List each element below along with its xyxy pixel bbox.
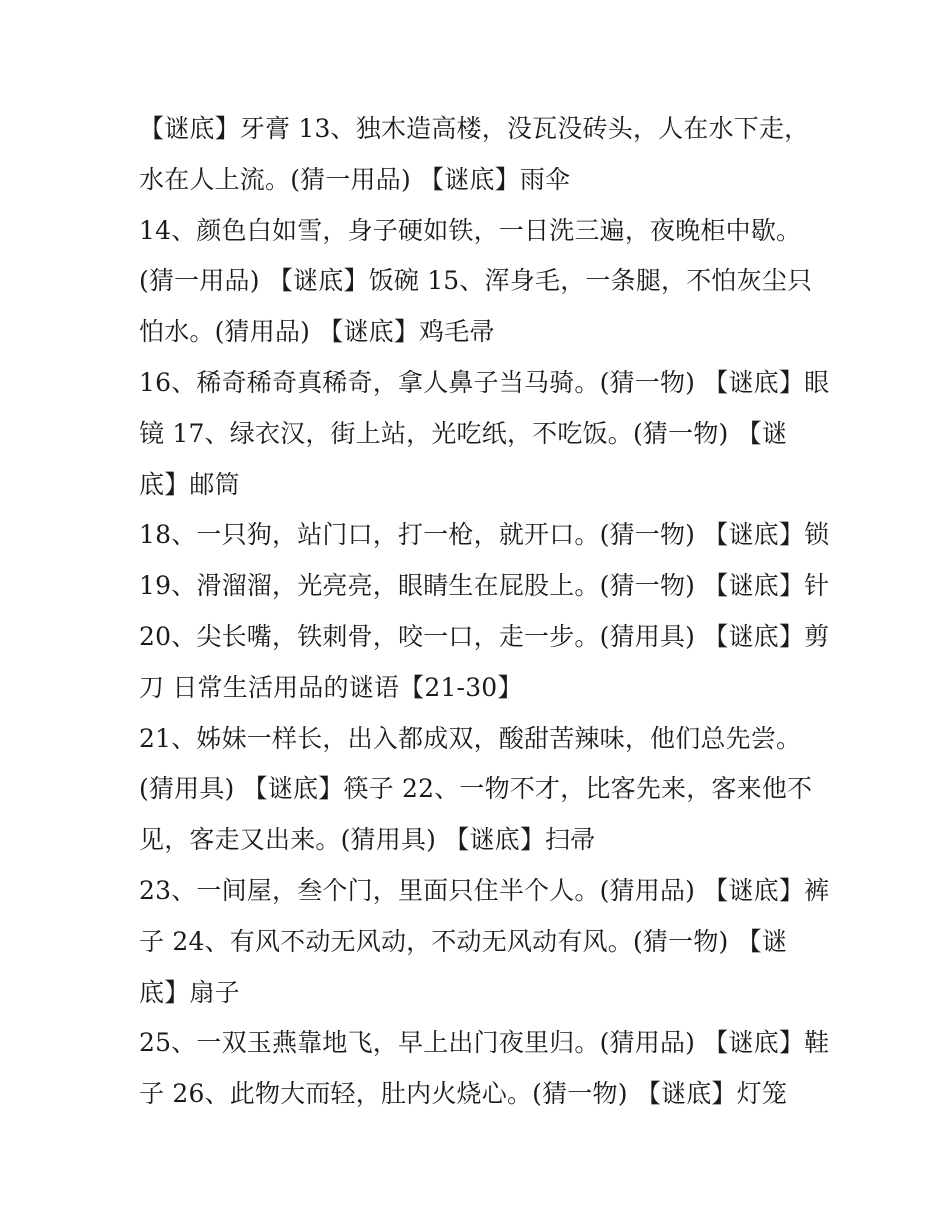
text-line: 见，客走又出来。(猜用具) 【谜底】扫帚 [139,825,596,855]
text-line: 25、一双玉燕靠地飞，早上出门夜里归。(猜用品) 【谜底】鞋 [139,1028,830,1058]
text-line: 23、一间屋，叁个门，里面只住半个人。(猜用品) 【谜底】裤 [139,875,830,905]
text-line: 14、颜色白如雪，身子硬如铁，一日洗三遍，夜晚柜中歇。 [139,215,802,245]
text-line: (猜用具) 【谜底】筷子 22、一物不才，比客先来，客来他不 [139,774,813,804]
section-heading-line: 刀 日常生活用品的谜语【21-30】 [139,672,523,702]
text-line: 子 24、有风不动无风动，不动无风动有风。(猜一物) 【谜 [139,926,788,956]
text-line: 镜 17、绿衣汉，街上站，光吃纸，不吃饭。(猜一物) 【谜 [139,418,788,448]
text-line: 20、尖长嘴，铁刺骨，咬一口，走一步。(猜用具) 【谜底】剪 [139,621,830,651]
text-line: 18、一只狗，站门口，打一枪，就开口。(猜一物) 【谜底】锁 [139,520,830,550]
riddle-text-block [139,109,829,1125]
text-line: 16、稀奇稀奇真稀奇，拿人鼻子当马骑。(猜一物) 【谜底】眼 [139,367,830,397]
text-line: 子 26、此物大而轻，肚内火烧心。(猜一物) 【谜底】灯笼 [139,1079,788,1109]
text-line: 21、姊妹一样长，出入都成双，酸甜苦辣味，他们总先尝。 [139,723,802,753]
text-line: (猜一用品) 【谜底】饭碗 15、浑身毛，一条腿，不怕灰尘只 [139,266,813,296]
text-line: 底】邮筒 [139,469,240,499]
text-line: 底】扇子 [139,977,240,1007]
text-line: 【谜底】牙膏 13、独木造高楼，没瓦没砖头，人在水下走， [139,114,810,143]
text-line: 怕水。(猜用品) 【谜底】鸡毛帚 [139,317,495,347]
text-line: 水在人上流。(猜一用品) 【谜底】雨伞 [139,164,571,194]
text-line: 19、滑溜溜，光亮亮，眼睛生在屁股上。(猜一物) 【谜底】针 [139,571,830,601]
